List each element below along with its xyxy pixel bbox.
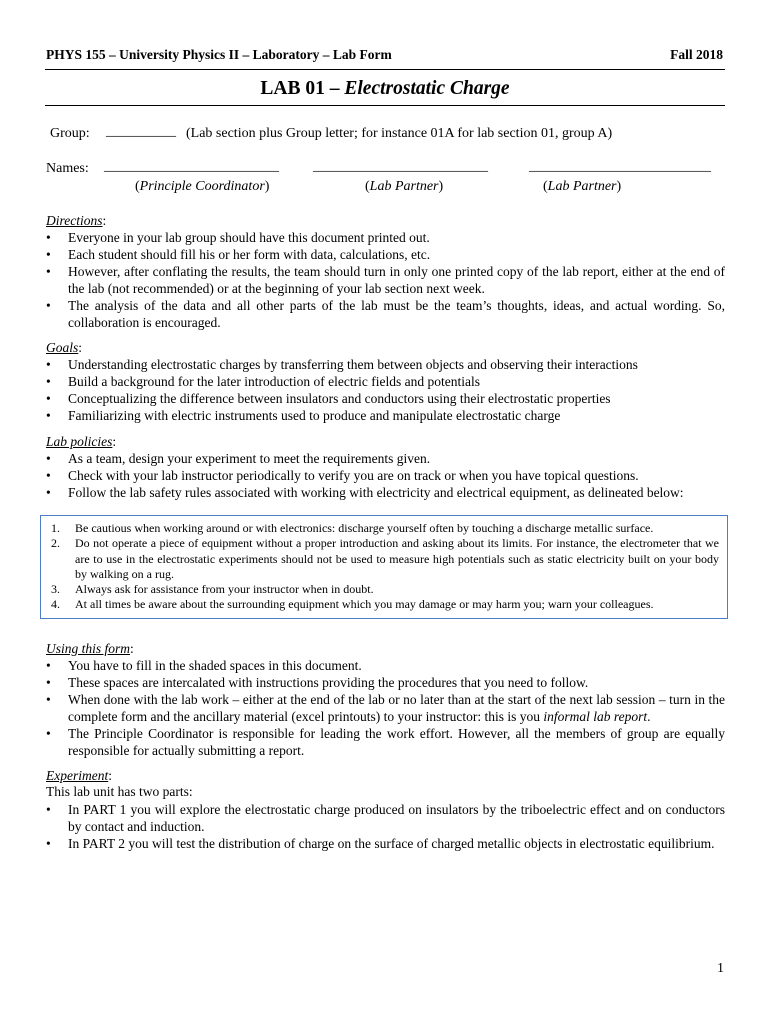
page-title xyxy=(0,78,770,100)
list-item: • You have to fill in the shaded spaces in this document. xyxy=(46,658,362,673)
list-item: • However, after conflating the results, the team should turn in only one printed copy of the lab report, either at the end of the lab (not recommended) or at the beginning of your lab section next week. xyxy=(46,264,725,296)
list-item: • In PART 2 you will test the distribution of charge on the surface of charged metallic objects in electrostatic equilibrium. xyxy=(46,836,715,851)
list-item: 3. Always ask for assistance from your instructor when in doubt. xyxy=(51,582,374,597)
role-partner-2: (Lab Partner) xyxy=(543,179,622,194)
list-item: 4. At all times be aware about the surrounding equipment which you may damage or may harm you; warn your colleagues. xyxy=(51,597,654,612)
safety-rules-box xyxy=(40,515,728,619)
goals-section: Goals: xyxy=(46,340,83,355)
experiment-intro: This lab unit has two parts: xyxy=(46,784,193,799)
name-blank-partner-2[interactable]: __________________________ xyxy=(529,159,711,174)
goals-heading: Goals xyxy=(46,340,79,355)
list-item: • Understanding electrostatic charges by transferring them between objects and observing their interactions xyxy=(46,357,638,372)
list-item: • Build a background for the later introduction of electric fields and potentials xyxy=(46,374,480,389)
using-section: Using this form: xyxy=(46,641,134,656)
list-item: • In PART 1 you will explore the electrostatic charge produced on insulators by the triboelectric effect and on conductors by contact and induction. xyxy=(46,802,725,834)
group-label: Group: xyxy=(50,126,90,141)
term-header: Fall 2018 xyxy=(670,47,723,62)
policies-heading: Lab policies xyxy=(46,434,113,449)
page-number: 1 xyxy=(717,961,724,976)
course-header: PHYS 155 – University Physics II – Laboratory – Lab Form xyxy=(46,47,392,62)
directions-section: Directions: xyxy=(46,213,107,228)
list-item: • Familiarizing with electric instruments used to produce and manipulate electrostatic charge xyxy=(46,408,561,423)
header-rule xyxy=(45,69,725,70)
using-list xyxy=(46,657,725,759)
list-item: • The Principle Coordinator is responsible for leading the work effort. However, all the members of group are equally responsible for actually submitting a report. xyxy=(46,726,725,758)
role-partner-1-text: Lab Partner xyxy=(369,179,439,194)
policies-list xyxy=(46,450,725,501)
using-heading: Using this form xyxy=(46,641,131,656)
list-item: 1. Be cautious when working around or with electronics: discharge yourself often by touching a discharge metallic surface. xyxy=(51,521,654,535)
role-partner-1: (Lab Partner) xyxy=(365,179,444,194)
list-item: • Follow the lab safety rules associated with working with electricity and electrical equipment, as delineated below: xyxy=(46,485,684,500)
safety-list xyxy=(41,521,727,613)
directions-list xyxy=(46,229,725,331)
experiment-list xyxy=(46,801,725,852)
group-instruction: (Lab section plus Group letter; for instance 01A for lab section 01, group A) xyxy=(186,126,613,141)
list-item: • The analysis of the data and all other parts of the lab must be the team’s thoughts, ideas, and actual wording. So, collaboration is encouraged. xyxy=(46,298,725,330)
name-blank-partner-1[interactable]: _________________________ xyxy=(313,159,488,174)
directions-heading: Directions xyxy=(46,213,103,228)
group-blank[interactable]: __________ xyxy=(106,124,176,139)
role-coordinator-text: Principle Coordinator xyxy=(139,179,265,194)
list-item: • These spaces are intercalated with instructions providing the procedures that you need to follow. xyxy=(46,675,589,690)
title-prefix: LAB 01 – xyxy=(260,78,345,99)
name-blank-coordinator[interactable]: _________________________ xyxy=(104,159,279,174)
list-item: • Each student should fill his or her form with data, calculations, etc. xyxy=(46,247,431,262)
title-italic: Electrostatic Charge xyxy=(344,78,510,99)
list-item: • Conceptualizing the difference between insulators and conductors using their electrostatic properties xyxy=(46,391,611,406)
role-partner-2-text: Lab Partner xyxy=(547,179,617,194)
list-item: • As a team, design your experiment to meet the requirements given. xyxy=(46,451,431,466)
experiment-heading: Experiment xyxy=(46,768,109,783)
experiment-section: Experiment: xyxy=(46,768,112,783)
list-item: • When done with the lab work – either at the end of the lab or no later than at the start of the next lab session – turn in the complete form and the ancillary material (excel printouts) to your instructor: this is you informal lab report. xyxy=(46,692,725,724)
title-rule xyxy=(45,105,725,106)
goals-list xyxy=(46,356,725,424)
names-label: Names: xyxy=(46,161,89,176)
role-coordinator: (Principle Coordinator) xyxy=(135,179,270,194)
policies-section: Lab policies: xyxy=(46,434,117,449)
list-item: • Check with your lab instructor periodically to verify you are on track or when you have topical questions. xyxy=(46,468,639,483)
list-item: 2. Do not operate a piece of equipment without a proper introduction and asking about its limits. For instance, the electrometer that we are to use in the electrostatic experiments should not be used to measure high potentials such as static electricity built on your body by walking on a rug. xyxy=(51,536,719,581)
list-item: • Everyone in your lab group should have this document printed out. xyxy=(46,230,430,245)
